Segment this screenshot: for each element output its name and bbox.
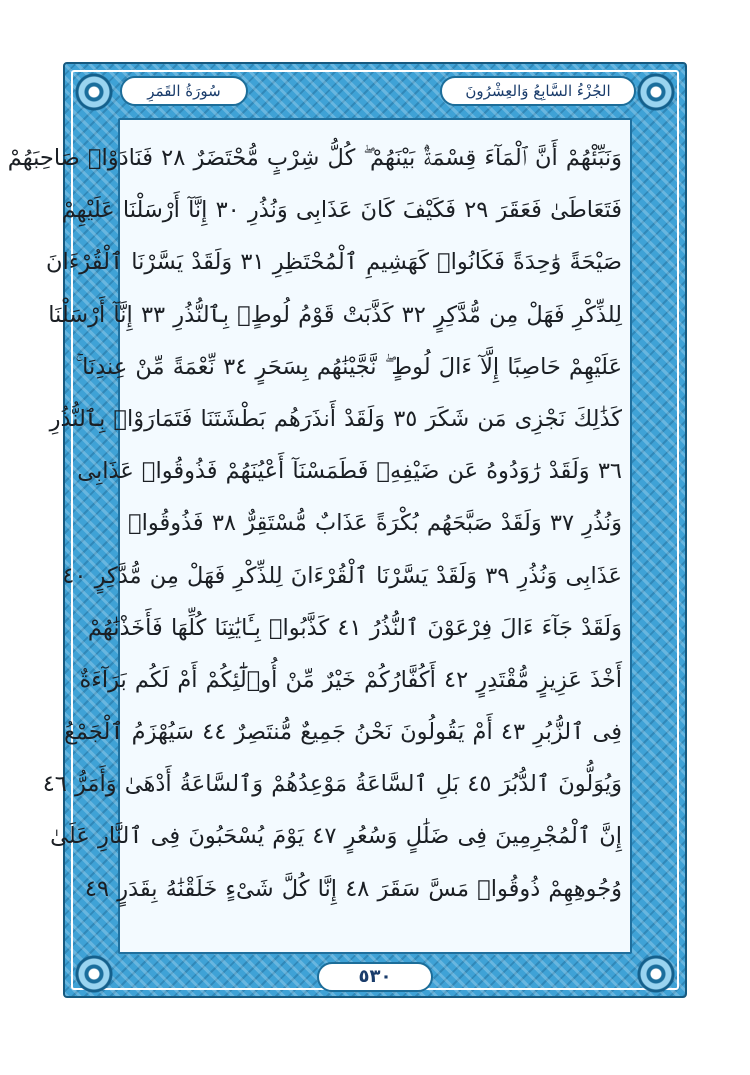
verse-line: أَخْذَ عَزِيزٍ مُّقْتَدِرٍ ٤٢ أَكُفَّارُكُمْ خَيْرٌ مِّنْ أُو۟لَٰٓئِكُمْ أَمْ لَكُم بَرَآءَةٌ [79,666,622,693]
verse-line: لِلذِّكْرِ فَهَلْ مِن مُّدَّكِرٍ ٣٢ كَذَّبَتْ قَوْمُ لُوطٍۭ بِٱلنُّذُرِ ٣٣ إِنَّآ أَرْسَلْنَا [48,301,622,328]
verse-line: إِنَّ ٱلْمُجْرِمِينَ فِى ضَلَٰلٍ وَسُعُرٍ ٤٧ يَوْمَ يُسْحَبُونَ فِى ٱلنَّارِ عَلَىٰ [50,823,622,850]
verse-line: صَيْحَةً وَٰحِدَةً فَكَانُوا۟ كَهَشِيمِ ٱلْمُحْتَظِرِ ٣١ وَلَقَدْ يَسَّرْنَا ٱلْقُرْءَانَ [45,249,622,276]
verse-line: كَذَٰلِكَ نَجْزِى مَن شَكَرَ ٣٥ وَلَقَدْ أَنذَرَهُم بَطْشَتَنَا فَتَمَارَوْا۟ بِٱلنُّذُرِ [49,405,622,432]
surah-label: سُورَةُ القَمَرِ [120,76,248,106]
verse-text-panel [7,118,632,954]
verse-line: وَنُذُرِ ٣٧ وَلَقَدْ صَبَّحَهُم بُكْرَةً عَذَابٌ مُّسْتَقِرٌّ ٣٨ فَذُوقُوا۟ [128,510,622,537]
verse-line: عَلَيْهِمْ حَاصِبًا إِلَّآ ءَالَ لُوطٍ ۖ نَّجَّيْنَٰهُم بِسَحَرٍ ٣٤ نِّعْمَةً مِّنْ عِندِنَا ۚ [75,353,622,380]
verse-line: وَلَقَدْ جَآءَ ءَالَ فِرْعَوْنَ ٱلنُّذُرُ ٤١ كَذَّبُوا۟ بِـَٔايَٰتِنَا كُلِّهَا فَأَخَذْنَٰهُمْ [87,614,622,641]
verse-line: ٣٦ وَلَقَدْ رَٰوَدُوهُ عَن ضَيْفِهِۦ فَطَمَسْنَآ أَعْيُنَهُمْ فَذُوقُوا۟ عَذَابِى [77,458,622,485]
verse-line: وُجُوهِهِمْ ذُوقُوا۟ مَسَّ سَقَرَ ٤٨ إِنَّا كُلَّ شَىْءٍ خَلَقْنَٰهُ بِقَدَرٍ ٤٩ [84,875,622,902]
corner-rosette-icon [634,952,678,996]
verse-line: وَنَبِّئْهُمْ أَنَّ ٱلْمَآءَ قِسْمَةٌۢ بَيْنَهُمْ ۖ كُلُّ شِرْبٍ مُّحْتَضَرٌ ٢٨ فَنَادَوْا۟ صَاحِبَهُمْ [7,145,622,171]
corner-rosette-icon [72,952,116,996]
verse-line: عَذَابِى وَنُذُرِ ٣٩ وَلَقَدْ يَسَّرْنَا ٱلْقُرْءَانَ لِلذِّكْرِ فَهَلْ مِن مُّدَّكِرٍ ٤٠ [62,562,622,589]
verse-line: فَتَعَاطَىٰ فَعَقَرَ ٢٩ فَكَيْفَ كَانَ عَذَابِى وَنُذُرِ ٣٠ إِنَّآ أَرْسَلْنَا عَلَيْهِمْ [61,197,622,224]
verse-line: وَيُوَلُّونَ ٱلدُّبُرَ ٤٥ بَلِ ٱلسَّاعَةُ مَوْعِدُهُمْ وَٱلسَّاعَةُ أَدْهَىٰ وَأَمَرُّ ٤٦ [42,771,622,798]
verse-lines [7,132,622,915]
corner-rosette-icon [72,70,116,114]
verse-line: فِى ٱلزُّبُرِ ٤٣ أَمْ يَقُولُونَ نَحْنُ جَمِيعٌ مُّنتَصِرٌ ٤٤ سَيُهْزَمُ ٱلْجَمْعُ [63,719,622,746]
juz-label: الجُزْءُ السَّابِعُ وَالعِشْرُونَ [440,76,636,106]
corner-rosette-icon [634,70,678,114]
page-number: ٥٣٠ [317,962,433,992]
